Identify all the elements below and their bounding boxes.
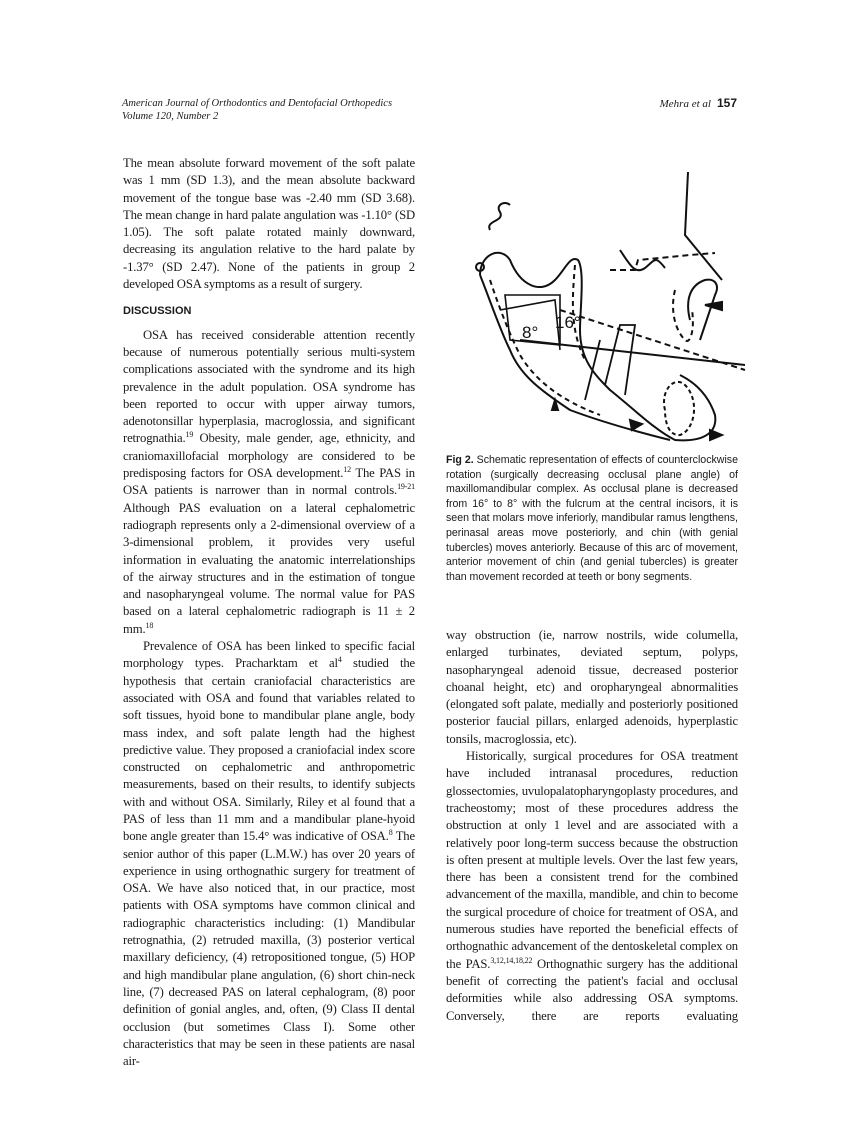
citation-superscript: 3,12,14,18,22 <box>490 955 533 965</box>
maxilla-outline <box>610 253 717 435</box>
paragraph <box>123 327 415 638</box>
caption-text: Schematic representation of effects of counterclockwise rotation (surgically decreasing occlusal plane angle) of maxillomandibular complex. As occlusal plane is decreased from 16° to 8° with the fulcrum at the central incisors, it is seen that molars move inferiorly, mandibular ramus lengthens, perinasal areas move posteriorly, and chin (with genial tubercles) moves anteriorly. Because of this arc of movement, anterior movement of chin (and genial tubercles) is greater than movement recorded at teeth or bony segments. <box>446 454 738 583</box>
left-column <box>123 155 415 1070</box>
paragraph <box>123 638 415 1070</box>
figure-caption <box>446 453 738 584</box>
paragraph-text: studied the hypothesis that certain craniofacial characteristics are associated with OSA and found that variables related to soft tissues, hyoid bone to mandibular plane angle, body mass index, and soft palate length had the highest predictive value. They proposed a craniofacial index score constructed on cephalometric and anthropometric measurements, based on their results, to identify subjects with and without OSA. Similarly, Riley et al found that a PAS of less than 11 mm and a mandibular plane-hyoid bone angle greater than 15.4° was indicative of OSA. <box>123 656 415 844</box>
occlusal-plane-lines <box>500 295 745 400</box>
figure-label: Fig 2. <box>446 454 474 466</box>
paragraph-text: OSA has received considerable attention recently because of numerous potentially serious multi-system complications associated with the syndrome and its high prevalence in the adult population. OSA syndrome has been reported to occur with upper airway tumors, adenotonsillar hyperplasia, macroglossia, and significant retrognathia. <box>123 327 415 446</box>
paragraph-text: The senior author of this paper (L.M.W.) has over 20 years of experience in using orthognathic surgery for treatment of OSA. We have also noticed that, in our practice, most patients with OSA symptoms have common clinical and radiographic characteristics including: (1) Mandibular retrognathia, (2) retruded maxilla, (3) posterior vertical maxillary deficiency, (4) retropositioned tongue, (5) HOP and high mandibular plane angulation, (6) short chin-neck line, (7) decreased PAS on lateral cephalogram, (8) poor definition of gonial angles, and, often, (9) Class II dental occlusion (but sometimes Class I). Some other characteristics that may be seen in these patients are nasal air- <box>123 829 415 1069</box>
paragraph-text: The mean absolute forward movement of the soft palate was 1 mm (SD 1.3), and the mean absolute backward movement of the tongue base was -2.40 mm (SD 3.68). The mean change in hard palate angulation was -1.10° (SD 1.05). The soft palate rotated mainly downward, decreasing its angulation relative to the hard palate by -1.37° (SD 2.47). None of the patients in group 2 developed OSA symptoms as a result of surgery. <box>123 156 415 292</box>
citation-superscript: 12 <box>343 465 351 475</box>
citation-superscript: 4 <box>337 655 342 665</box>
paragraph <box>446 627 738 748</box>
paragraph-text: Prevalence of OSA has been linked to specific facial morphology types. Pracharktam et al <box>123 639 415 671</box>
paragraph <box>123 155 415 293</box>
paragraph-text: Historically, surgical procedures for OSA treatment have included intranasal procedures, reduction glossectomies, uvulopalatopharyngoplasty procedures, and tracheostomy; most of these procedures address the obstruction at only 1 level and are associated with a relatively poor long-term success because the obstruction is often present at multiple levels. Over the last few years, there has been a consistent trend for the combined advancement of the maxilla, mandible, and chin to become the surgical procedure of choice for treatment of OSA, and numerous studies have reported the beneficial effects of orthognathic advancement of the dentoskeletal complex on the PAS. <box>446 749 738 971</box>
angle-label-16: 16° <box>555 313 581 332</box>
paragraph-text: Orthognathic surgery has the additional benefit of correcting the patient's facial and occlusal deformities while also addressing OSA symptoms. Conversely, there are reports evaluating <box>446 956 738 1023</box>
paragraph-text: way obstruction (ie, narrow nostrils, wide columella, enlarged turbinates, deviated septum, polyps, nasopharyngeal adenoid tissue, decreased posterior choanal height, etc) and oropharyngeal abnormalities (elongated soft palate, medially and posteriorly positioned posterior faucial pillars, enlarged adenoids, hyperplastic tonsils, macroglossia, etc). <box>446 628 738 746</box>
journal-volume: Volume 120, Number 2 <box>122 111 219 122</box>
running-header-page <box>660 96 737 110</box>
journal-title: American Journal of Orthodontics and Dentofacial Orthopedics <box>122 98 393 109</box>
right-column <box>446 627 738 1025</box>
figure-2-schematic <box>460 160 750 445</box>
citation-superscript: 8 <box>388 828 393 838</box>
paragraph-text: The PAS in OSA patients is narrower than in normal controls. <box>123 466 415 498</box>
angle-label-8: 8° <box>522 323 539 342</box>
paragraph <box>446 748 738 1025</box>
soft-tissue-profile <box>476 172 722 280</box>
paragraph-text: Although PAS evaluation on a lateral cephalometric radiograph represents only a 2-dimensional overview of a 3-dimensional problem, it provides very useful information in evaluating the anatomic interrelationships of the airway structures and in the estimation of tongue and nasopharyngeal volume. The normal value for PAS based on a lateral cephalometric radiograph is 11 ± 2 mm. <box>123 500 415 636</box>
section-heading: DISCUSSION <box>123 305 192 318</box>
paragraph-text: Obesity, male gender, age, ethnicity, and craniomaxillofacial morphology are considered to be predisposing factors for OSA development. <box>123 431 415 481</box>
page-number: 157 <box>716 96 737 110</box>
citation-superscript: 19-21 <box>397 482 415 492</box>
authors: Mehra et al <box>659 98 711 110</box>
running-header-journal <box>122 97 392 123</box>
citation-superscript: 18 <box>145 620 154 630</box>
citation-superscript: 19 <box>185 430 194 440</box>
